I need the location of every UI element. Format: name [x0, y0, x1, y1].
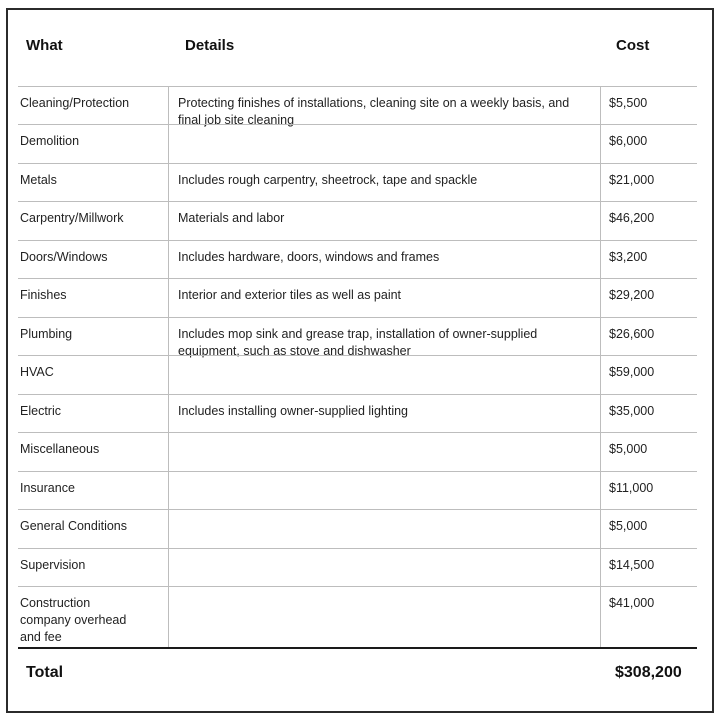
cell-cost: $6,000 [609, 134, 648, 148]
cell-what: Carpentry/Millwork [20, 211, 124, 225]
table-row [18, 509, 697, 533]
cell-what: Finishes [20, 288, 67, 302]
cell-cost: $14,500 [609, 558, 655, 572]
table-row [18, 86, 697, 127]
cell-what: Construction company overhead and fee [20, 596, 127, 644]
cell-what: Doors/Windows [20, 250, 108, 264]
table-row [18, 124, 697, 148]
cell-details: Interior and exterior tiles as well as paint [178, 288, 402, 302]
column-header-what: What [26, 37, 63, 54]
cell-cost: $5,500 [609, 96, 648, 110]
cell-cost: $35,000 [609, 404, 655, 418]
cell-details: Protecting finishes of installations, cleaning site on a weekly basis, and final job site cleaning [178, 96, 570, 127]
cell-cost: $5,000 [609, 519, 648, 533]
cell-details: Materials and labor [178, 211, 285, 225]
cell-what: Electric [20, 404, 61, 418]
cell-what: Demolition [20, 134, 80, 148]
column-header-cost: Cost [616, 37, 650, 54]
cell-details: Includes hardware, doors, windows and frames [178, 250, 440, 264]
table-row [18, 586, 697, 644]
column-divider [600, 86, 601, 648]
total-divider [18, 647, 697, 649]
cell-what: General Conditions [20, 519, 128, 533]
table-row [18, 163, 697, 187]
table-row [18, 201, 697, 225]
cell-what: Cleaning/Protection [20, 96, 130, 110]
column-header-details: Details [185, 37, 235, 54]
table-row [18, 432, 697, 456]
cell-cost: $5,000 [609, 442, 648, 456]
cell-what: HVAC [20, 365, 54, 379]
total-label: Total [26, 664, 64, 681]
table-row [18, 240, 697, 264]
cell-what: Metals [20, 173, 57, 187]
cell-cost: $11,000 [609, 481, 654, 495]
table-row [18, 278, 697, 302]
cell-details: Includes installing owner-supplied lighting [178, 404, 408, 418]
cell-cost: $3,200 [609, 250, 648, 264]
cell-cost: $21,000 [609, 173, 655, 187]
cell-details: Includes rough carpentry, sheetrock, tape and spackle [178, 173, 478, 187]
table-row [18, 394, 697, 418]
table-row [18, 548, 697, 572]
cell-cost: $41,000 [609, 596, 655, 610]
cell-what: Insurance [20, 481, 75, 495]
table-row [18, 355, 697, 379]
cell-what: Miscellaneous [20, 442, 100, 456]
cell-cost: $46,200 [609, 211, 655, 225]
table-row [18, 317, 697, 358]
cell-what: Plumbing [20, 327, 73, 341]
table-row [18, 471, 697, 495]
cell-what: Supervision [20, 558, 86, 572]
cell-cost: $59,000 [609, 365, 655, 379]
total-value: $308,200 [615, 664, 682, 681]
column-divider [168, 86, 169, 648]
cell-cost: $29,200 [609, 288, 655, 302]
cell-cost: $26,600 [609, 327, 655, 341]
cell-details: Includes mop sink and grease trap, installation of owner-supplied equipment, such as stove and dishwasher [178, 327, 538, 358]
